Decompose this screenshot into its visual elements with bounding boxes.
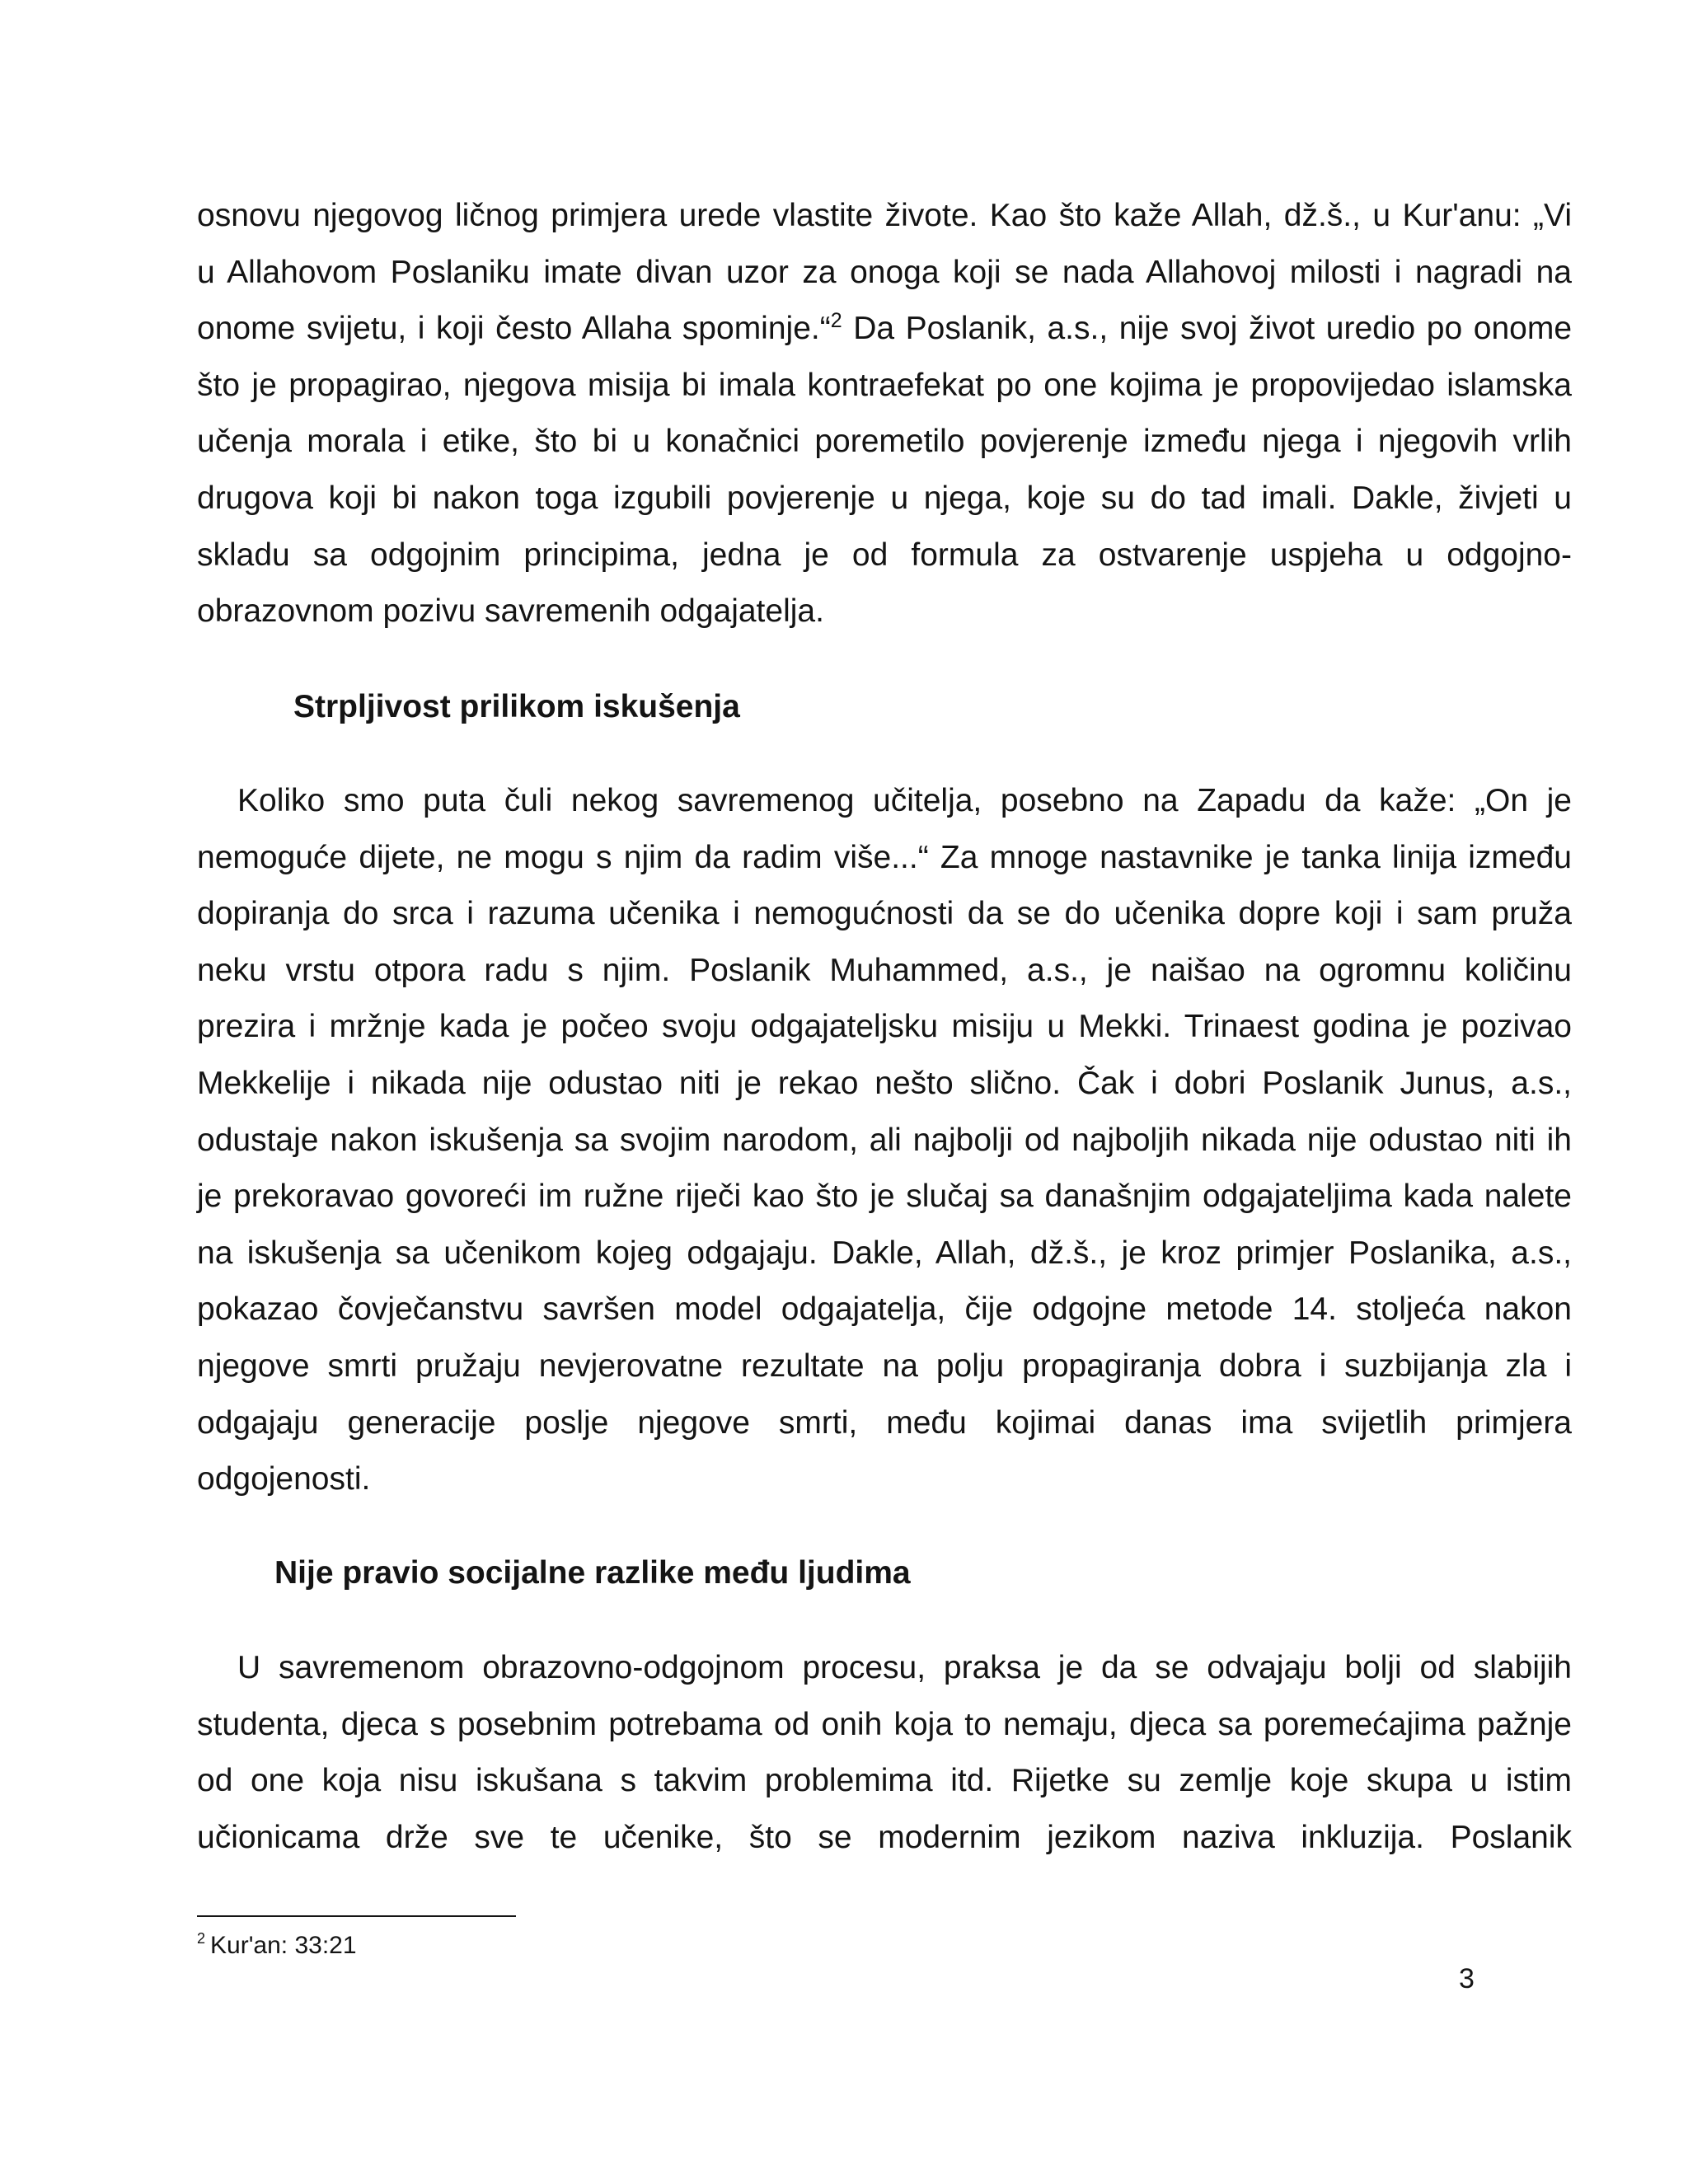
page-number: 3 xyxy=(1459,1963,1475,1994)
body-text-line: njegove smrti pružaju nevjerovatne rezultate na polju propagiranja dobra i suzbijanja zla i xyxy=(197,1347,1572,1384)
body-text-line: na iskušenja sa učenikom kojeg odgajaju. Dakle, Allah, dž.š., je kroz primjer Poslanika, a.s., xyxy=(197,1235,1572,1271)
footnote-text: Kur'an: 33:21 xyxy=(210,1932,357,1959)
body-text-line: odgojenosti. xyxy=(197,1461,371,1497)
body-text-line: odgajaju generacije poslje njegove smrti, među kojimai danas ima svijetlih primjera xyxy=(197,1404,1572,1441)
body-text-line: U savremenom obrazovno-odgojnom procesu, praksa je da se odvajaju bolji od slabijih xyxy=(237,1650,1572,1685)
body-text-line: prezira i mržnje kada je počeo svoju odgajateljsku misiju u Mekki. Trinaest godina je pozivao xyxy=(197,1009,1572,1045)
body-text-line: neku vrstu otpora radu s njim. Poslanik Muhammed, a.s., je naišao na ogromnu količinu xyxy=(197,952,1572,988)
body-text-line: Mekkelije i nikada nije odustao niti je rekao nešto slično. Čak i dobri Poslanik Junus, a.s., xyxy=(197,1065,1572,1101)
body-text-segment: Da Poslanik, a.s., nije svoj život uredio po onome xyxy=(842,311,1573,347)
footnote xyxy=(197,1929,357,1962)
body-text-line: nemoguće dijete, ne mogu s njim da radim više...“ Za mnoge nastavnike je tanka linija između xyxy=(197,839,1572,875)
body-text-line: drugova koji bi nakon toga izgubili povjerenje u njega, koje su do tad imali. Dakle, živjeti u xyxy=(197,480,1572,516)
body-text-line: učenja morala i etike, što bi u konačnici poremetilo povjerenje između njega i njegovih vrlih xyxy=(197,424,1572,460)
paragraph xyxy=(197,188,1572,640)
footnote-marker: 2 xyxy=(197,1930,206,1947)
body-text-line: odustaje nakon iskušenja sa svojim narodom, ali najbolji od najboljih nikada nije odustao niti ih xyxy=(197,1122,1572,1158)
section-heading: Strpljivost prilikom iskušenja xyxy=(293,689,740,724)
body-text-line: skladu sa odgojnim principima, jedna je od formula za ostvarenje uspjeha u odgojno- xyxy=(197,537,1572,573)
body-text-line: osnovu njegovog ličnog primjera urede vlastite živote. Kao što kaže Allah, dž.š., u Kur'anu: „Vi xyxy=(197,198,1572,233)
section-heading: Nije pravio socijalne razlike među ljudima xyxy=(274,1555,911,1591)
paragraph xyxy=(197,773,1572,1508)
body-text-line: je prekoravao govoreći im ružne riječi kao što je slučaj sa današnjim odgajateljima kada nalete xyxy=(197,1179,1572,1215)
body-text-line: Koliko smo puta čuli nekog savremenog učitelja, posebno na Zapadu da kaže: „On je xyxy=(237,783,1572,818)
body-text-line: u Allahovom Poslaniku imate divan uzor za onoga koji se nada Allahovoj milosti i nagradi na xyxy=(197,254,1572,290)
body-text-line: učionicama drže sve te učenike, što se modernim jezikom naziva inkluzija. Poslanik xyxy=(197,1819,1572,1855)
body-text-line: studenta, djeca s posebnim potrebama od onih koja to nemaju, djeca sa poremećajima pažnje xyxy=(197,1706,1572,1742)
paragraph xyxy=(197,1640,1572,1866)
footnote-separator xyxy=(197,1915,516,1917)
body-text-line: što je propagirao, njegova misija bi imala kontraefekat po one kojima je propovijedao islamska xyxy=(197,367,1572,403)
body-text-line: obrazovnom pozivu savremenih odgajatelja. xyxy=(197,593,824,630)
footnote-reference: 2 xyxy=(830,309,842,333)
body-text-line: pokazao čovječanstvu savršen model odgajatelja, čije odgojne metode 14. stoljeća nakon xyxy=(197,1291,1572,1328)
body-text-line: od one koja nisu iskušana s takvim problemima itd. Rijetke su zemlje koje skupa u istim xyxy=(197,1763,1572,1799)
body-text-line: dopiranja do srca i razuma učenika i nemogućnosti da se do učenika dopre koji i sam pruža xyxy=(197,896,1572,932)
body-text-segment: onome svijetu, i koji često Allaha spominje.“ xyxy=(197,311,831,347)
body-text-line xyxy=(197,301,1572,358)
